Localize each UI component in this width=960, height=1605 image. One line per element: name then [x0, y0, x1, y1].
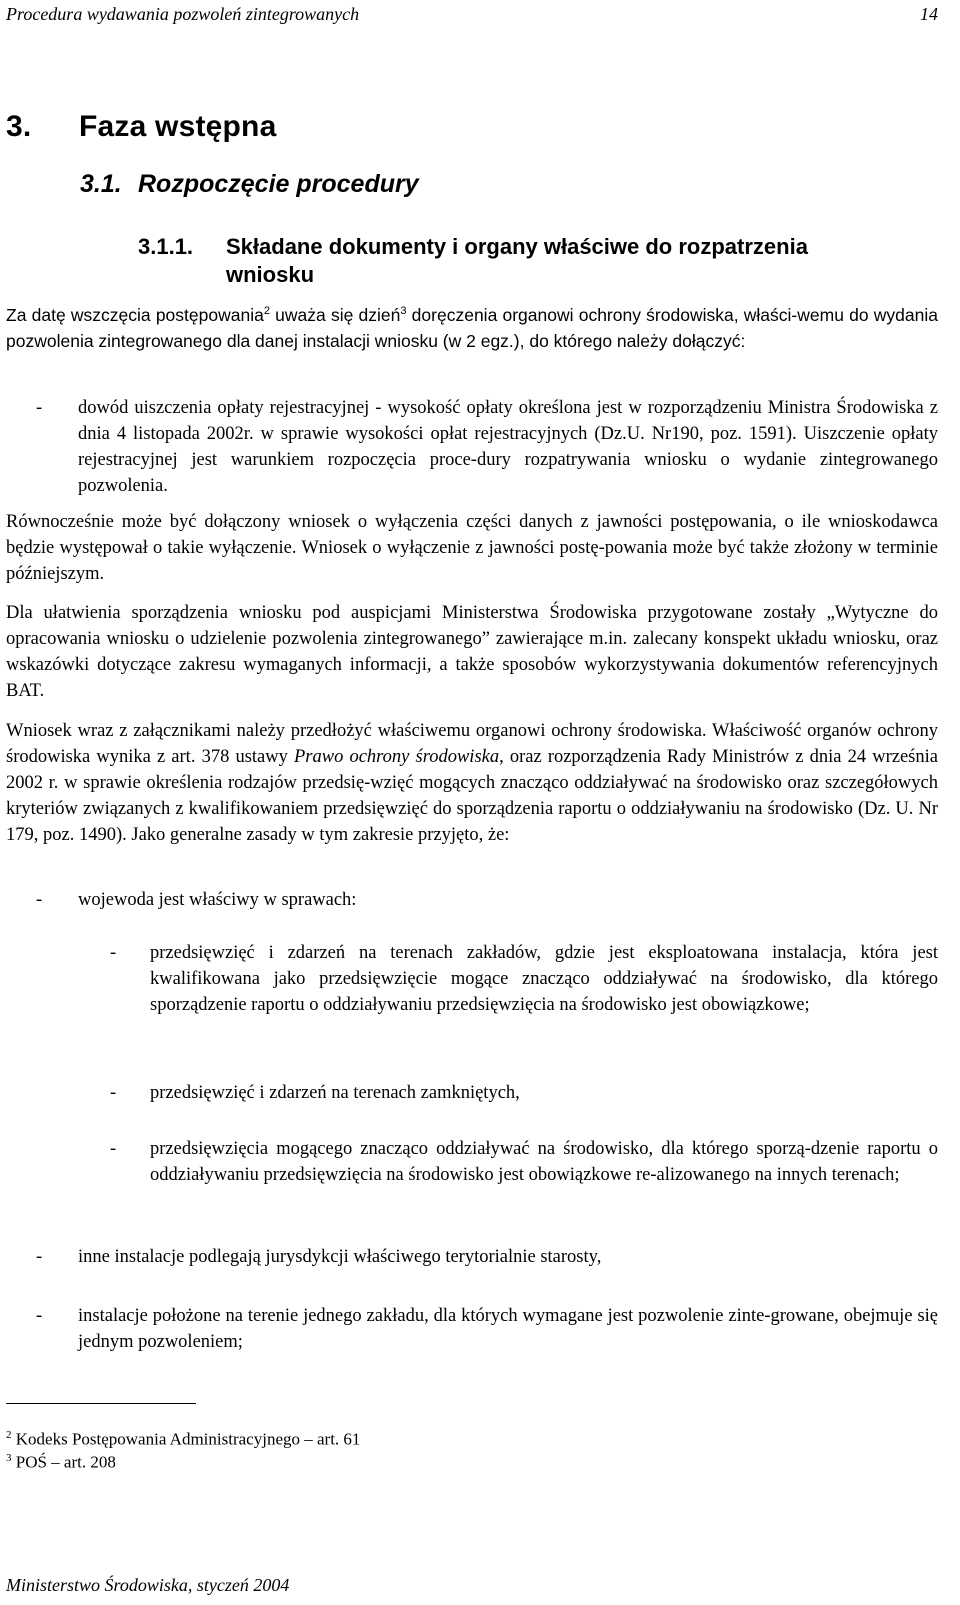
list-dash: - — [36, 890, 43, 910]
list-dash: - — [36, 1247, 43, 1267]
law-title: Prawo ochrony środowiska — [293, 747, 500, 767]
section-number: 3. — [6, 110, 32, 143]
list-dash: - — [110, 943, 117, 963]
paragraph-intro-part3: doręczenia organowi ochrony środowiska, właści-wemu do wydania pozwolenia zintegrowanego dla danej instalacji wniosku (w 2 egz.), do którego należy dołączyć: — [6, 305, 938, 351]
subsubsection-number: 3.1.1. — [138, 234, 194, 259]
footnote-3 — [6, 1447, 116, 1474]
section-heading — [6, 110, 276, 144]
footnote-mark: 3 — [6, 1452, 12, 1464]
paragraph-competence-part2: , oraz rozporządzenia Rady Ministrów z dnia 24 września 2002 r. w sprawie określenia rodzajów przedsię-wzięć mogących znacząco oddziaływać na środowisko oraz szczegółowych kryteriów związanych z kwalifikowaniem przedsięwzięć do sporządzenia raportu o oddziaływaniu na środowisko (Dz. U. Nr 179, poz. 1490). Jako generalne zasady w tym zakresie przyjęto, że: — [6, 747, 938, 845]
paragraph-competence — [6, 718, 938, 848]
list-dash: - — [36, 1306, 43, 1326]
subsubsection-title-line1: Składane dokumenty i organy właściwe do rozpatrzenia — [226, 234, 808, 259]
paragraph-intro-part2: uważa się dzień — [269, 305, 401, 325]
list-item-voivode — [6, 887, 938, 913]
subsection-number: 3.1. — [80, 170, 122, 198]
sublist-item-plants — [110, 940, 938, 1018]
sublist-item-other-areas — [110, 1136, 938, 1188]
list-item-text: wojewoda jest właściwy w sprawach: — [78, 890, 357, 910]
sublist-item-text: przedsięwzięć i zdarzeń na terenach zakładów, gdzie jest eksploatowana instalacja, która jest kwalifikowana jako przedsięwzięcie mogące znacząco oddziaływać na środowisko, dla którego sporządzenie raportu o oddziaływaniu przedsięwzięcia na środowisko jest obowiązkowe; — [150, 943, 938, 1015]
footnote-text: POŚ – art. 208 — [15, 1452, 116, 1472]
footnote-text: Kodeks Postępowania Administracyjnego – art. 61 — [15, 1429, 361, 1449]
paragraph-guidelines: Dla ułatwienia sporządzenia wniosku pod auspicjami Ministerstwa Środowiska przygotowane zostały „Wytyczne do opracowania wniosku o udzielenie pozwolenia zintegrowanego” zawierające m.in. zalecany konspekt układu wniosku, oraz wskazówki dotyczące zakresu wymaganych informacji, a także sposobów wykorzystywania dokumentów referencyjnych BAT. — [6, 603, 938, 701]
list-item-fee-proof — [6, 395, 938, 499]
subsubsection-title-line2: wniosku — [226, 262, 315, 287]
list-dash: - — [110, 1139, 117, 1159]
paragraph-confidentiality: Równocześnie może być dołączony wniosek o wyłączenia części danych z jawności postępowania, o ile wnioskodawca będzie występował o takie wyłączenie. Wniosek o wyłączenie z jawności postę-powania może być także złożony w terminie późniejszym. — [6, 512, 938, 584]
paragraph-intro-part1: Za datę wszczęcia postępowania — [6, 305, 264, 325]
header-title: Procedura wydawania pozwoleń zintegrowanych — [6, 4, 360, 24]
sublist-item-closed-areas — [110, 1080, 938, 1106]
list-dash: - — [36, 398, 43, 418]
list-item-text: instalacje położone na terenie jednego zakładu, dla których wymagane jest pozwolenie zinte-growane, obejmuje się jednym pozwoleniem; — [78, 1306, 938, 1352]
sublist-item-text: przedsięwzięć i zdarzeń na terenach zamkniętych, — [150, 1083, 520, 1103]
section-title: Faza wstępna — [79, 110, 277, 143]
list-item-single-permit — [6, 1303, 938, 1355]
subsection-heading — [80, 170, 419, 199]
footnote-ref-3: 3 — [400, 305, 407, 318]
list-item-starost — [6, 1244, 938, 1270]
running-header — [6, 4, 938, 25]
running-footer: Ministerstwo Środowiska, styczeń 2004 — [6, 1575, 290, 1595]
subsubsection-heading — [138, 233, 938, 289]
page-number: 14 — [920, 4, 938, 24]
footnote-ref-2: 2 — [263, 305, 270, 318]
list-item-text: inne instalacje podlegają jurysdykcji właściwego terytorialnie starosty, — [78, 1247, 602, 1267]
subsection-title: Rozpoczęcie procedury — [138, 170, 419, 198]
list-dash: - — [110, 1083, 117, 1103]
list-item-text: dowód uiszczenia opłaty rejestracyjnej - wysokość opłaty określona jest w rozporządzeniu Ministra Środowiska z dnia 4 listopada 2002r. w sprawie wysokości opłat rejestracyjnych (Dz.U. Nr190, poz. 1591). Uiszczenie opłaty rejestracyjnej jest warunkiem rozpoczęcia proce-dury rozpatrywania wniosku o wydanie zintegrowanego pozwolenia. — [78, 398, 938, 496]
sublist-item-text: przedsięwzięcia mogącego znacząco oddziaływać na środowisko, dla którego sporzą-dzenie raportu o oddziaływaniu przedsięwzięcia na środowisko jest obowiązkowe re-alizowanego na innych terenach; — [150, 1139, 938, 1185]
paragraph-intro — [6, 302, 938, 354]
footnote-separator — [6, 1403, 196, 1404]
footnote-mark: 2 — [6, 1429, 12, 1441]
paragraph-competence-part1: Wniosek wraz z załącznikami należy przedłożyć właściwemu organowi ochrony środowiska. Właściwość organów ochrony środowiska wynika z art. 378 ustawy — [6, 721, 938, 767]
